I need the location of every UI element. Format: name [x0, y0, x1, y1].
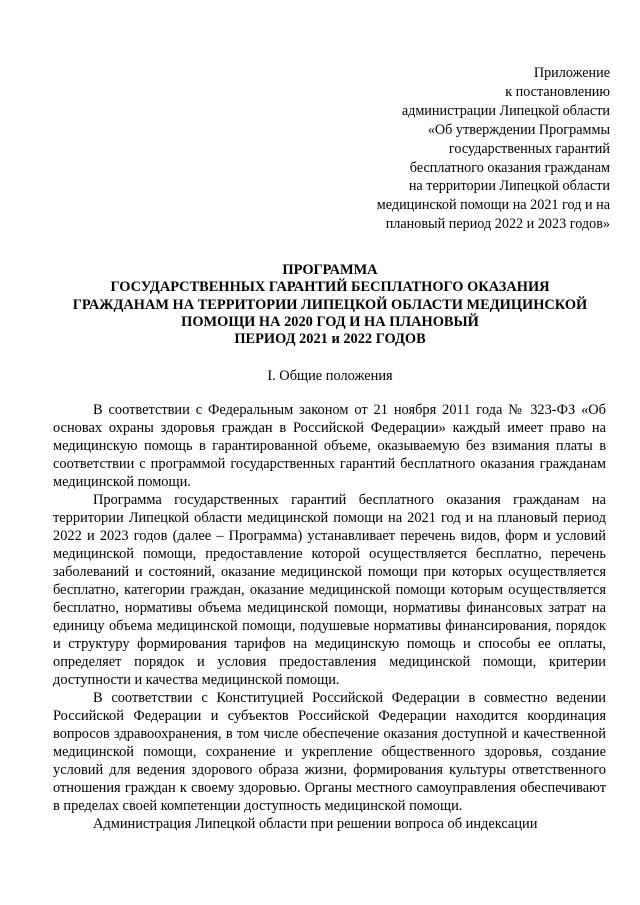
appendix-line: государственных гарантий [448, 140, 610, 157]
appendix-line: администрации Липецкой области [401, 102, 610, 119]
appendix-line: медицинской помощи на 2021 год и на [376, 197, 610, 214]
section-heading: I. Общие положения [267, 368, 393, 384]
appendix-line: на территории Липецкой области [408, 178, 610, 195]
title-line: ПОМОЩИ НА 2020 ГОД И НА ПЛАНОВЫЙ [181, 313, 479, 330]
title-line: ПЕРИОД 2021 и 2022 ГОДОВ [234, 331, 426, 348]
appendix-header [310, 64, 610, 234]
paragraph: Программа государственных гарантий бесплатного оказания гражданам на территории Липецкой области медицинской помощи на 2021 год и на плановый период 2022 и 2023 годов (далее – Программа) устанавливает перечень видов, форм и условий медицинской помощи, предоставление которой осуществляется бесплатно, перечень заболеваний и состояний, оказание медицинской помощи при которых осуществляется бесплатно, категории граждан, оказание медицинской помощи которым осуществляется бесплатно, нормативы объема медицинской помощи, нормативы финансовых затрат на единицу объема медицинской помощи, подушевые нормативы финансирования, порядок и структуру формирования тарифов на медицинскую помощь и способы ее оплаты, определяет порядок и условия предоставления медицинской помощи, критерии доступности и качества медицинской помощи. [53, 492, 606, 688]
appendix-line: Приложение [533, 65, 610, 81]
title-line: ПРОГРАММА [282, 262, 378, 278]
document-title [40, 262, 620, 348]
appendix-line: к постановлению [505, 83, 610, 100]
title-line: ГОСУДАРСТВЕННЫХ ГАРАНТИЙ БЕСПЛАТНОГО ОКАЗАНИЯ [110, 279, 550, 296]
appendix-line: «Об утверждении Программы [427, 121, 610, 138]
paragraph: Администрация Липецкой области при решении вопроса об индексации [93, 816, 538, 832]
title-line: ГРАЖДАНАМ НА ТЕРРИТОРИИ ЛИПЕЦКОЙ ОБЛАСТИ МЕДИЦИНСКОЙ [72, 296, 588, 313]
document-body [53, 401, 606, 833]
paragraph: В соответствии с Конституцией Российской Федерации в совместно ведении Российской Федерации и субъектов Российской Федерации находится координация вопросов здравоохранения, в том числе обеспечение оказания доступной и качественной медицинской помощи, сохранение и укрепление общественного здоровья, создание условий для ведения здорового образа жизни, формирования культуры ответственного отношения граждан к своему здоровью. Органы местного самоуправления обеспечивают в пределах своей компетенции доступность медицинской помощи. [53, 690, 606, 814]
appendix-line: бесплатного оказания гражданам [409, 159, 610, 176]
appendix-line: плановый период 2022 и 2023 годов» [385, 216, 610, 233]
paragraph: В соответствии с Федеральным законом от 21 ноября 2011 года № 323-ФЗ «Об основах охраны здоровья граждан в Российской Федерации» каждый имеет право на медицинскую помощь в гарантированной объеме, оказываемую без взимания платы в соответствии с программой государственных гарантий бесплатного оказания гражданам медицинской помощи. [53, 402, 606, 490]
